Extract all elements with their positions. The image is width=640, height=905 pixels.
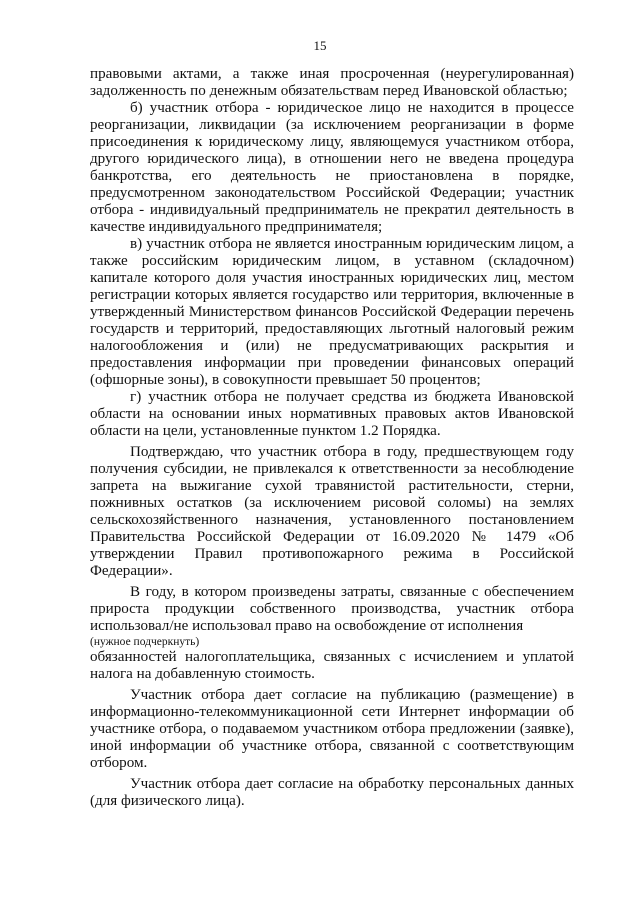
paragraph-confirmation: Подтверждаю, что участник отбора в году, предшествующем году получения субсидии, не привлекался к ответственности за несоблюдение запрета на выжигание сухой травянистой растительности, стерни, пожнивных остатков (за исключением рисовой соломы) на землях сельскохозяйственного назначения, установленного постановлением Правительства Российской Федерации от 16.09.2020 № 1479 «Об утверждении Правил противопожарного режима в Российской Федерации».: [90, 444, 574, 579]
underline-note: (нужное подчеркнуть): [90, 636, 200, 648]
paragraph-vat-exemption: В году, в котором произведены затраты, связанные с обеспечением прироста продукции собственного производства, участник отбора использовал/не использовал право на освобождение от исполнения: [90, 584, 574, 634]
paragraph-v: в) участник отбора не является иностранным юридическим лицом, а также российским юридическим лицом, в уставном (складочном) капитале которого доля участия иностранных юридических лиц, местом регистрации которых является государство или территория, включенные в утвержденный Министерством финансов Российской Федерации перечень государств и территорий, предоставляющих льготный налоговый режим налогообложения и (или) не предусматривающих раскрытия и предоставления информации при проведении финансовых операций (офшорные зоны), в совокупности превышает 50 процентов;: [90, 236, 574, 388]
paragraph-vat-exemption-end: обязанностей налогоплательщика, связанных с исчислением и уплатой налога на добавленную стоимость.: [90, 649, 574, 682]
paragraph-b: б) участник отбора - юридическое лицо не находится в процессе реорганизации, ликвидации (за исключением реорганизации в форме присоединения к юридическому лицу, являющемуся участником отбора, другого юридического лица), в отношении него не введена процедура банкротства, его деятельность не приостановлена в порядке, предусмотренном законодательством Российской Федерации; участник отбора - индивидуальный предприниматель не прекратил деятельность в качестве индивидуального предпринимателя;: [90, 100, 574, 235]
paragraph-g: г) участник отбора не получает средства из бюджета Ивановской области на основании иных нормативных правовых актов Ивановской области на цели, установленные пунктом 1.2 Порядка.: [90, 389, 574, 439]
paragraph-continuation: правовыми актами, а также иная просроченная (неурегулированная) задолженность по денежным обязательствам перед Ивановской областью;: [90, 66, 574, 99]
paragraph-publication-consent: Участник отбора дает согласие на публикацию (размещение) в информационно-телекоммуникационной сети Интернет информации об участнике отбора, о подаваемом участником отбора предложении (заявке), иной информации об участнике отбора, связанной с соответствующим отбором.: [90, 687, 574, 771]
page-number: 15: [313, 38, 327, 53]
paragraph-personal-data-consent: Участник отбора дает согласие на обработку персональных данных (для физического лица).: [90, 776, 574, 809]
document-body: [90, 66, 574, 810]
